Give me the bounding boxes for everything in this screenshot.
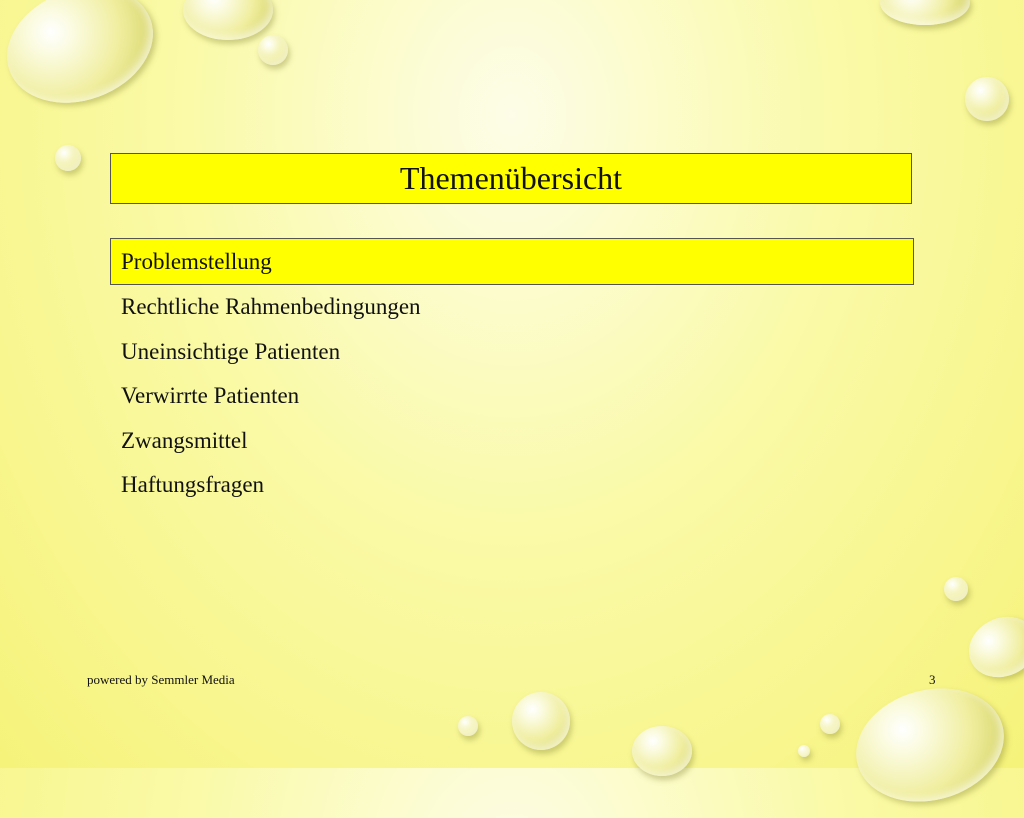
water-drop-decoration [959,606,1024,688]
water-drop-decoration [965,77,1009,121]
topic-item-verwirrte-patienten: Verwirrte Patienten [121,383,300,409]
water-drop-decoration [512,692,570,750]
water-drop-decoration [632,726,692,776]
water-drop-decoration [820,714,840,734]
water-drop-decoration [258,35,288,65]
water-drop-decoration [55,145,81,171]
water-drop-decoration [798,745,810,757]
topic-list [110,238,914,508]
topic-item-haftungsfragen: Haftungsfragen [121,472,265,498]
water-drop-decoration [944,577,968,601]
slide-title: Themenübersicht [110,153,912,204]
topic-item-problemstellung: Problemstellung [110,238,914,285]
water-drop-decoration [0,0,169,122]
topic-item-zwangsmittel: Zwangsmittel [121,427,248,453]
page-number: 3 [929,672,936,687]
topic-item-uneinsichtige-patienten: Uneinsichtige Patienten [121,338,341,364]
footer-text: powered by Semmler Media [87,672,235,687]
water-drop-decoration [458,716,478,736]
water-drop-decoration [880,0,970,25]
water-drop-decoration [843,672,1016,817]
topic-item-rechtliche-rahmenbedingungen: Rechtliche Rahmenbedingungen [121,294,421,320]
water-drop-decoration [183,0,273,40]
